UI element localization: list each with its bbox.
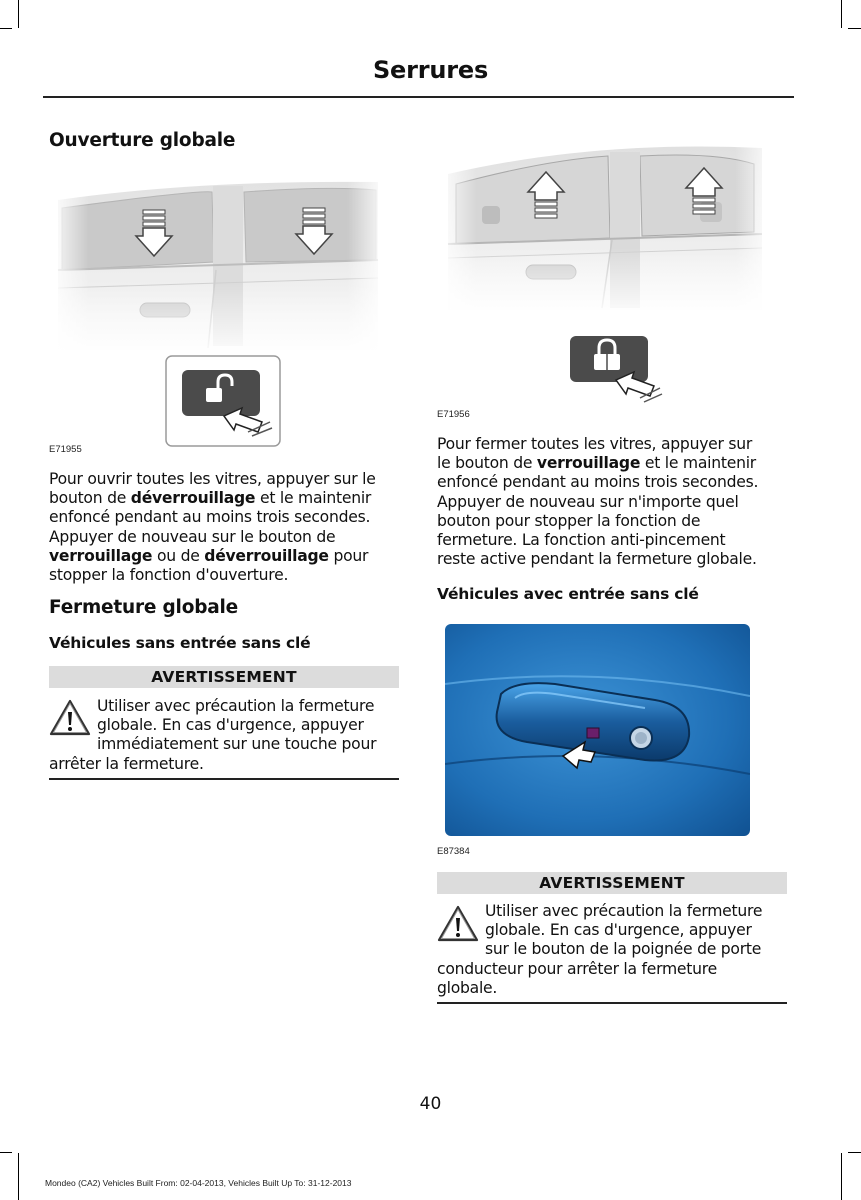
warning-line: conducteur pour arrêter la fermeture bbox=[437, 959, 717, 978]
figure-code: E87384 bbox=[437, 846, 470, 857]
crop-mark bbox=[0, 28, 12, 29]
crop-mark bbox=[841, 1153, 842, 1200]
bold-term: déverrouillage bbox=[204, 546, 329, 565]
text-line: le bouton de bbox=[437, 454, 537, 473]
figure-code: E71955 bbox=[49, 444, 82, 455]
warning-line: globale. En cas d'urgence, appuyer bbox=[485, 921, 752, 940]
text-line: bouton de bbox=[49, 489, 131, 508]
text-line: bouton pour stopper la fonction de bbox=[437, 511, 701, 530]
car-side-closed bbox=[436, 140, 776, 320]
paragraph-open-all bbox=[49, 470, 405, 585]
subheading-sans-cle: Véhicules sans entrée sans clé bbox=[49, 634, 311, 652]
warning-line: globale. En cas d'urgence, appuyer bbox=[97, 716, 364, 735]
warning-title: AVERTISSEMENT bbox=[49, 666, 399, 688]
text-line: enfoncé pendant au moins trois secondes. bbox=[49, 508, 371, 527]
warning-divider bbox=[437, 1002, 787, 1004]
page-number: 40 bbox=[419, 1094, 442, 1114]
warning-text bbox=[437, 902, 789, 998]
text-line: Pour fermer toutes les vitres, appuyer sur bbox=[437, 435, 753, 453]
illustration-door-handle bbox=[445, 624, 750, 836]
figure-code: E71956 bbox=[437, 409, 470, 420]
subheading-avec-cle: Véhicules avec entrée sans clé bbox=[437, 585, 699, 603]
text-line: enfoncé pendant au moins trois secondes. bbox=[437, 473, 759, 492]
warning-title: AVERTISSEMENT bbox=[437, 872, 787, 894]
warning-line: sur le bouton de la poignée de porte bbox=[485, 940, 762, 959]
crop-mark bbox=[841, 0, 842, 28]
section-heading-ouverture: Ouverture globale bbox=[49, 130, 236, 151]
warning-line: arrêter la fermeture. bbox=[49, 754, 204, 773]
crop-mark bbox=[18, 1153, 19, 1200]
warning-line: globale. bbox=[437, 978, 498, 997]
warning-line: Utiliser avec précaution la fermeture bbox=[97, 697, 375, 715]
page-title: Serrures bbox=[372, 56, 489, 84]
car-side-open bbox=[48, 170, 388, 360]
text-line: fermeture. La fonction anti-pincement bbox=[437, 531, 726, 550]
text-line: Appuyer de nouveau sur le bouton de bbox=[49, 527, 336, 546]
illustration-window-open bbox=[48, 170, 388, 452]
key-fob-unlock-button bbox=[166, 356, 280, 446]
text-line: et le maintenir bbox=[640, 454, 756, 473]
warning-text bbox=[49, 697, 401, 774]
key-fob-lock-button bbox=[570, 336, 662, 402]
text-line: pour bbox=[328, 546, 369, 565]
crop-mark bbox=[18, 0, 19, 28]
bold-term: verrouillage bbox=[536, 454, 641, 473]
illustration-window-close bbox=[436, 140, 776, 406]
text-line: ou de bbox=[152, 546, 205, 565]
title-divider bbox=[43, 96, 794, 98]
warning-divider bbox=[49, 778, 399, 780]
text-line: et le maintenir bbox=[255, 489, 372, 508]
section-heading-fermeture: Fermeture globale bbox=[49, 597, 239, 618]
paragraph-close-all bbox=[437, 435, 793, 569]
text-line: stopper la fonction d'ouverture. bbox=[49, 566, 289, 585]
text-line: Appuyer de nouveau sur n'importe quel bbox=[437, 492, 739, 511]
warning-line: Utiliser avec précaution la fermeture bbox=[485, 902, 763, 920]
bold-term: verrouillage bbox=[49, 546, 153, 565]
crop-mark bbox=[848, 1152, 861, 1153]
text-line: Pour ouvrir toutes les vitres, appuyer sur le bbox=[49, 470, 376, 488]
text-line: reste active pendant la fermeture globale. bbox=[437, 550, 757, 569]
footer-text: Mondeo (CA2) Vehicles Built From: 02-04-2013, Vehicles Built Up To: 31-12-2013 bbox=[45, 1178, 352, 1188]
crop-mark bbox=[0, 1152, 12, 1153]
crop-mark bbox=[848, 28, 861, 29]
bold-term: déverrouillage bbox=[130, 489, 256, 508]
warning-line: immédiatement sur une touche pour bbox=[97, 735, 377, 754]
